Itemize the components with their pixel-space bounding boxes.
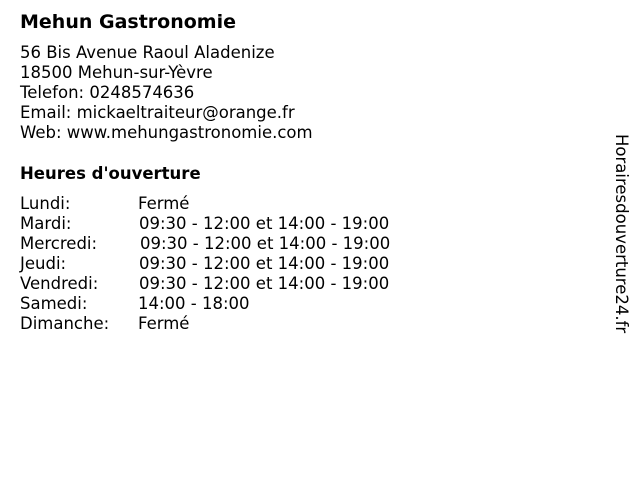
day-label: Mardi:: [20, 214, 72, 233]
phone-line: Telefon: 0248574636: [20, 83, 195, 102]
day-hours: 09:30 - 12:00 et 14:00 - 19:00: [139, 254, 390, 273]
day-hours: 14:00 - 18:00: [138, 294, 250, 313]
day-label: Dimanche:: [20, 314, 110, 333]
city-address: 18500 Mehun-sur-Yèvre: [20, 63, 213, 82]
contact-info: [20, 43, 313, 143]
day-hours: 09:30 - 12:00 et 14:00 - 19:00: [139, 274, 390, 293]
day-hours: 09:30 - 12:00 et 14:00 - 19:00: [140, 234, 391, 253]
website-line: Web: www.mehungastronomie.com: [20, 123, 313, 142]
email-line: Email: mickaeltraiteur@orange.fr: [20, 103, 295, 122]
day-hours: 09:30 - 12:00 et 14:00 - 19:00: [139, 214, 390, 233]
watermark-text: Horairesdouverture24.fr: [612, 134, 631, 334]
street-address: 56 Bis Avenue Raoul Aladenize: [20, 43, 275, 62]
day-hours: Fermé: [138, 314, 190, 333]
day-label: Samedi:: [20, 294, 88, 313]
day-label: Vendredi:: [20, 274, 99, 293]
business-name: Mehun Gastronomie: [20, 11, 236, 33]
hours-heading: Heures d'ouverture: [20, 164, 201, 183]
day-hours: Fermé: [138, 194, 190, 213]
day-label: Jeudi:: [20, 254, 67, 273]
site-watermark: [610, 134, 634, 374]
day-label: Lundi:: [20, 194, 71, 213]
day-label: Mercredi:: [20, 234, 98, 253]
